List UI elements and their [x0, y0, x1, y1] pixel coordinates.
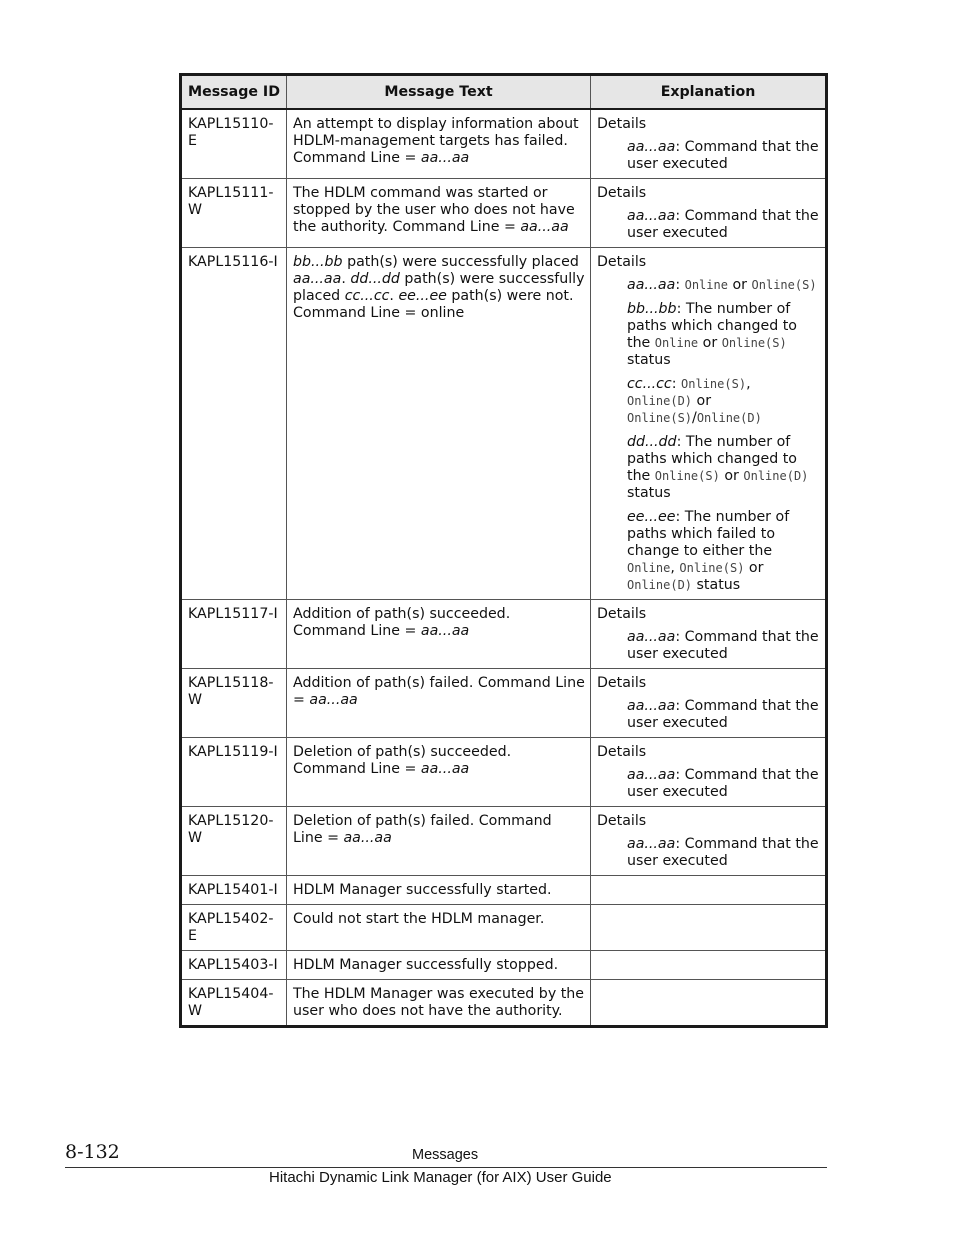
status-code: Online(S): [627, 411, 693, 425]
text-run: path(s) were successfully placed: [342, 254, 579, 270]
variable-text: dd...dd: [350, 271, 400, 287]
page-number: 8-132: [65, 1141, 120, 1163]
text-run: : Command that the user executed: [627, 629, 819, 662]
text-run: path(s) were not. Command Line = online: [293, 288, 574, 321]
explanation-item: [597, 836, 820, 870]
text-run: : The number of paths which failed to change to either the: [627, 509, 790, 559]
variable-text: bb...bb: [627, 301, 677, 317]
explanation-item: [597, 767, 820, 801]
variable-text: ee...ee: [398, 288, 447, 304]
text-run: path(s) were successfully placed: [293, 271, 585, 304]
text-run: .: [341, 271, 351, 287]
text-run: status: [627, 352, 671, 368]
table-header-row: [181, 75, 827, 110]
explanation-item: [597, 301, 820, 369]
status-code: Online: [684, 278, 728, 292]
text-run: : Command that the user executed: [627, 208, 819, 241]
header-explanation: Explanation: [591, 75, 827, 110]
table-row: [181, 669, 827, 738]
text-run: ,: [670, 560, 680, 576]
text-run: or: [744, 560, 764, 576]
variable-text: aa...aa: [627, 277, 676, 293]
variable-text: aa...aa: [627, 139, 676, 155]
text-run: or: [719, 468, 744, 484]
explanation-cell: [591, 980, 827, 1027]
message-text-cell: [287, 600, 591, 669]
variable-text: cc...cc: [344, 288, 390, 304]
explanation-item: [597, 376, 820, 427]
text-run: An attempt to display information about HDLM-management targets has failed. Command Line =: [293, 116, 579, 166]
table-row: [181, 179, 827, 248]
details-label: Details: [597, 606, 647, 622]
status-code: Online(S): [721, 336, 787, 350]
explanation-cell: [591, 807, 827, 876]
text-run: : The number of paths which changed to the: [627, 301, 797, 351]
details-label: Details: [597, 254, 647, 270]
message-text-cell: [287, 951, 591, 980]
status-code: Online: [627, 561, 671, 575]
table-row: [181, 876, 827, 905]
status-code: Online(D): [627, 394, 693, 408]
explanation-cell: [591, 738, 827, 807]
variable-text: aa...aa: [420, 150, 470, 166]
explanation-cell: [591, 179, 827, 248]
table-row: [181, 600, 827, 669]
text-run: : Command that the user executed: [627, 836, 819, 869]
explanation-cell: [591, 876, 827, 905]
text-run: HDLM Manager successfully started.: [293, 882, 552, 898]
table-body: [181, 109, 827, 1027]
variable-text: aa...aa: [309, 692, 358, 708]
explanation-item: [597, 208, 820, 242]
text-run: : Command that the user executed: [627, 698, 819, 731]
variable-text: aa...aa: [293, 271, 342, 287]
variable-text: aa...aa: [627, 698, 676, 714]
details-label: Details: [597, 744, 647, 760]
table-row: [181, 248, 827, 600]
text-run: .: [389, 288, 399, 304]
message-id-cell: KAPL15118-W: [181, 669, 287, 738]
text-run: Deletion of path(s) failed. Command Line =: [293, 813, 552, 846]
status-code: Online: [654, 336, 699, 350]
explanation-item: [597, 277, 820, 294]
message-text-cell: [287, 807, 591, 876]
table-row: [181, 951, 827, 980]
variable-text: aa...aa: [343, 830, 392, 846]
text-run: status: [627, 485, 671, 501]
text-run: Could not start the HDLM manager.: [293, 911, 545, 927]
footer-guide-title: Hitachi Dynamic Link Manager (for AIX) User Guide: [269, 1169, 612, 1186]
status-code: Online(S): [681, 377, 747, 391]
explanation-cell: [591, 951, 827, 980]
variable-text: cc...cc: [627, 376, 672, 392]
status-code: Online(D): [696, 411, 762, 425]
message-id-cell: KAPL15403-I: [181, 951, 287, 980]
footer-section-title: Messages: [412, 1147, 479, 1163]
message-id-cell: KAPL15404-W: [181, 980, 287, 1027]
status-code: Online(S): [751, 278, 817, 292]
explanation-cell: [591, 669, 827, 738]
text-run: HDLM Manager successfully stopped.: [293, 957, 559, 973]
explanation-cell: [591, 905, 827, 951]
message-text-cell: [287, 669, 591, 738]
status-code: Online(S): [654, 469, 720, 483]
status-code: Online(D): [627, 578, 693, 592]
status-code: Online(S): [679, 561, 745, 575]
details-label: Details: [597, 116, 647, 132]
text-run: : Command that the user executed: [627, 139, 819, 172]
message-text-cell: [287, 905, 591, 951]
table-row: [181, 738, 827, 807]
header-message-text: Message Text: [287, 75, 591, 110]
text-run: The HDLM Manager was executed by the user who does not have the authority.: [293, 986, 585, 1019]
text-run: :: [675, 277, 685, 293]
variable-text: aa...aa: [420, 761, 470, 777]
explanation-item: [597, 629, 820, 663]
message-text-cell: [287, 738, 591, 807]
variable-text: ee...ee: [627, 509, 676, 525]
variable-text: aa...aa: [520, 219, 569, 235]
message-id-cell: KAPL15119-I: [181, 738, 287, 807]
message-text-cell: [287, 980, 591, 1027]
message-id-cell: KAPL15120-W: [181, 807, 287, 876]
table-row: [181, 109, 827, 179]
message-id-cell: KAPL15116-I: [181, 248, 287, 600]
variable-text: aa...aa: [627, 208, 676, 224]
text-run: status: [692, 577, 741, 593]
explanation-item: [597, 434, 820, 502]
message-id-cell: KAPL15117-I: [181, 600, 287, 669]
variable-text: aa...aa: [627, 836, 676, 852]
explanation-cell: [591, 600, 827, 669]
explanation-cell: [591, 109, 827, 179]
message-id-cell: KAPL15401-I: [181, 876, 287, 905]
message-text-cell: [287, 109, 591, 179]
variable-text: aa...aa: [627, 767, 676, 783]
variable-text: bb...bb: [293, 254, 343, 270]
table-row: [181, 980, 827, 1027]
text-run: ,: [746, 376, 751, 392]
text-run: or: [692, 393, 712, 409]
explanation-item: [597, 139, 820, 173]
details-label: Details: [597, 185, 647, 201]
text-run: The HDLM command was started or stopped by the user who does not have the authority. Command Line =: [293, 185, 575, 235]
variable-text: aa...aa: [627, 629, 676, 645]
message-id-cell: KAPL15111-W: [181, 179, 287, 248]
text-run: Deletion of path(s) succeeded. Command Line =: [293, 744, 512, 777]
text-run: : The number of paths which changed to the: [627, 434, 797, 484]
header-message-id: Message ID: [181, 75, 287, 110]
details-label: Details: [597, 675, 647, 691]
message-id-cell: KAPL15402-E: [181, 905, 287, 951]
messages-table: [179, 73, 828, 1028]
text-run: :: [671, 376, 682, 392]
table-row: [181, 905, 827, 951]
message-text-cell: [287, 248, 591, 600]
variable-text: aa...aa: [420, 623, 470, 639]
message-text-cell: [287, 179, 591, 248]
table-row: [181, 807, 827, 876]
text-run: Addition of path(s) succeeded. Command Line =: [293, 606, 511, 639]
message-text-cell: [287, 876, 591, 905]
text-run: /: [692, 410, 697, 426]
footer-rule: [65, 1167, 827, 1168]
text-run: : Command that the user executed: [627, 767, 819, 800]
explanation-item: [597, 698, 820, 732]
text-run: Addition of path(s) failed. Command Line =: [293, 675, 585, 708]
variable-text: dd...dd: [627, 434, 677, 450]
status-code: Online(D): [743, 469, 809, 483]
explanation-item: [597, 509, 820, 594]
text-run: or: [698, 335, 722, 351]
details-label: Details: [597, 813, 647, 829]
message-id-cell: KAPL15110-E: [181, 109, 287, 179]
explanation-cell: [591, 248, 827, 600]
text-run: or: [727, 277, 752, 293]
